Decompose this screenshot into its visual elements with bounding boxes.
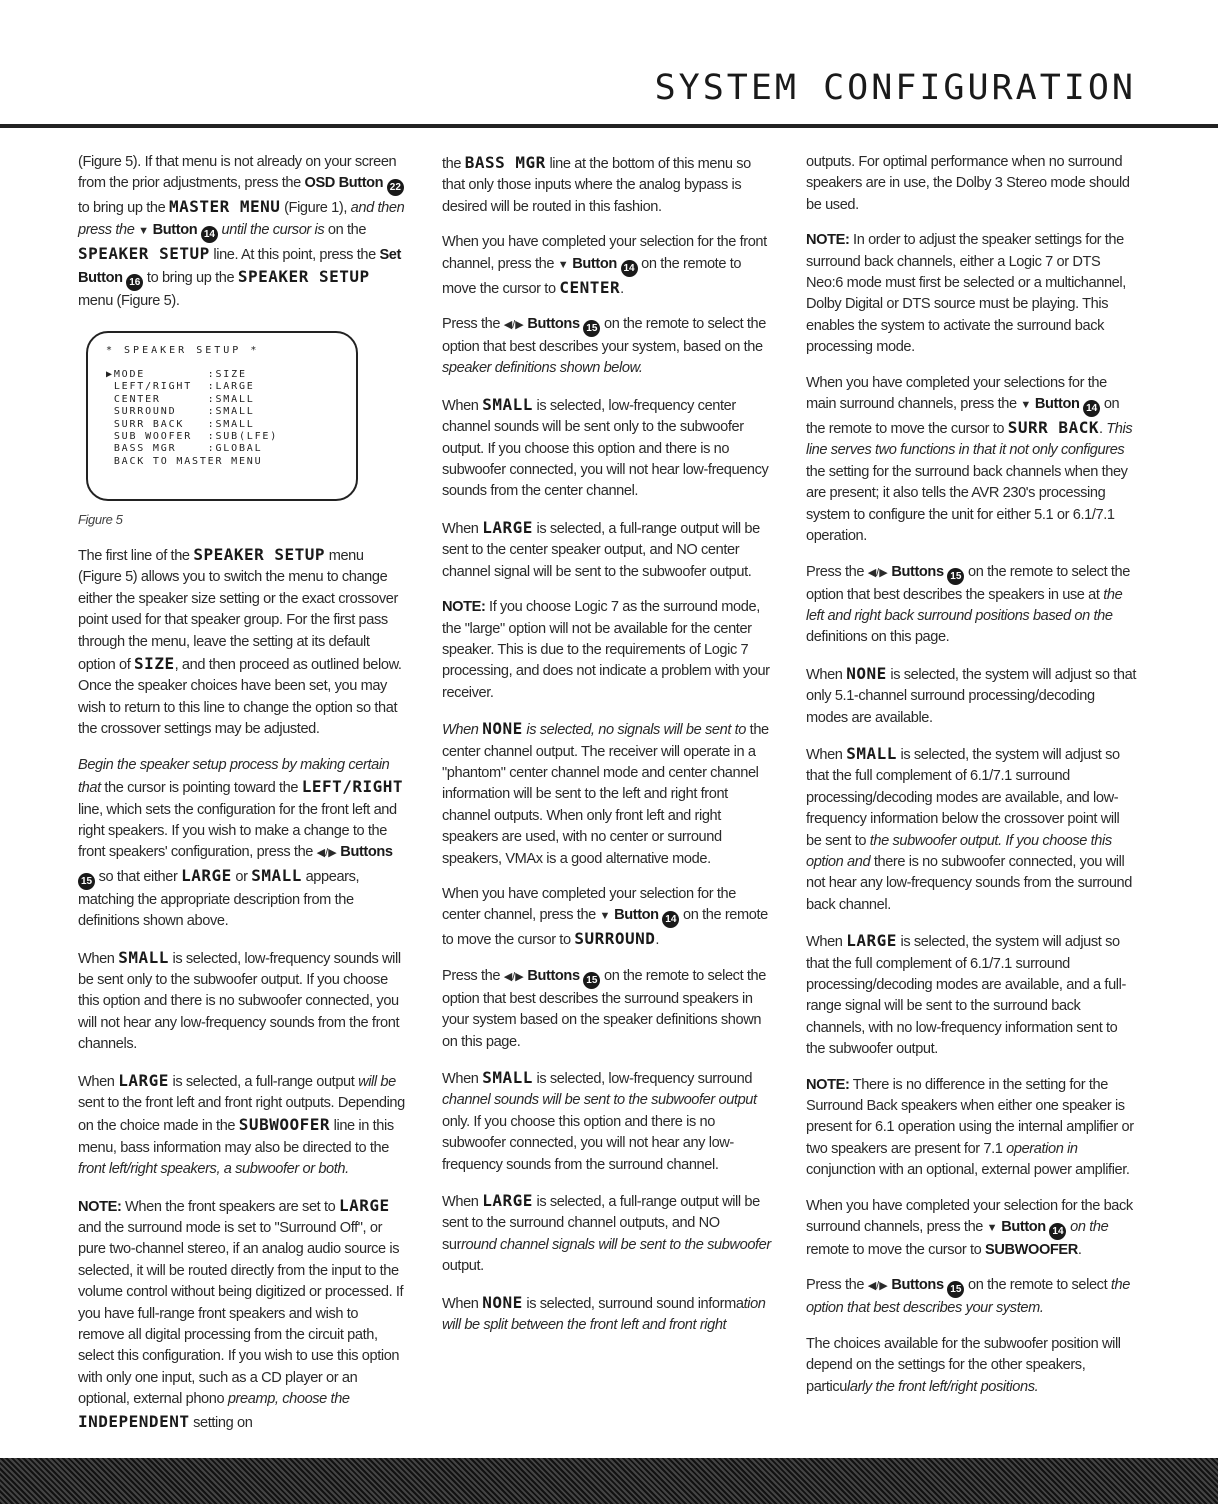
- text: When you have completed your selection for the back surround channels, press the: [806, 1197, 1133, 1236]
- button-name: Buttons: [523, 316, 584, 333]
- text: remote to move the cursor to: [806, 1242, 986, 1259]
- text: definitions on this page.: [806, 629, 950, 646]
- menu-term: SURROUND: [574, 929, 656, 949]
- screen-line: BACK TO MASTER MENU: [106, 455, 263, 467]
- text: Press the: [442, 316, 504, 333]
- down-arrow-icon: ▼: [138, 224, 149, 237]
- paragraph: [806, 230, 1136, 358]
- text: When: [78, 950, 119, 967]
- text: sent to the front left and front right outputs. Depending on the choice made in the: [78, 1094, 405, 1135]
- note-label: NOTE:: [442, 599, 486, 616]
- text: When: [442, 722, 479, 739]
- text: When you have completed your selection for the front channel, press the: [442, 234, 767, 272]
- callout-number-icon: 15: [78, 873, 95, 890]
- text: If you choose Logic 7 as the surround mode, the "large" option will not be available for the center speaker. This is due to the requirements of Logic 7 processing, and does not indicate a problem with your receiver.: [442, 599, 770, 701]
- text: .: [620, 280, 624, 297]
- screen-line: BASS MGR :GLOBAL: [106, 443, 263, 455]
- paragraph: [442, 517, 772, 583]
- paragraph: [442, 152, 772, 218]
- text: When: [442, 520, 483, 537]
- text: line. At this point, press the: [209, 246, 380, 263]
- text: This line serves two functions in that it not only configures: [806, 421, 1133, 459]
- paragraph: [78, 947, 408, 1056]
- column-1: [78, 152, 408, 1448]
- callout-number-icon: 15: [583, 320, 600, 337]
- button-name: Button: [1031, 396, 1084, 413]
- text: will be: [358, 1073, 396, 1090]
- text: is selected, low-frequency surround: [532, 1071, 753, 1087]
- button-name: OSD Button: [304, 175, 384, 192]
- menu-term: SMALL: [482, 1068, 533, 1087]
- text: on the remote to move the cursor to: [806, 396, 1120, 438]
- text: round channel signals will be sent to the subwoofer: [461, 1236, 771, 1253]
- text: .: [655, 932, 660, 949]
- text: is selected, the system will adjust so that only 5.1-channel surround processing/decoding modes are available.: [806, 666, 1136, 726]
- callout-number-icon: 14: [1083, 400, 1100, 417]
- down-arrow-icon: ▼: [557, 258, 569, 271]
- callout-number-icon: 14: [662, 911, 679, 928]
- column-3: [806, 152, 1136, 1412]
- text: on the: [324, 221, 367, 238]
- screen-line: SURR BACK :SMALL: [106, 418, 255, 430]
- callout-number-icon: 15: [583, 972, 600, 989]
- text: larly the front left/right positions.: [847, 1378, 1039, 1395]
- text: setting on: [189, 1414, 253, 1431]
- text: When: [442, 1295, 483, 1312]
- text: When you have completed your selections for the main surround channels, press the: [806, 374, 1107, 413]
- text: (Figure 5). If that menu is not already on your screen from the prior adjustments, press the: [78, 154, 397, 192]
- text: Press the: [442, 967, 504, 984]
- down-arrow-icon: ▼: [986, 1222, 998, 1235]
- header-rule: [0, 124, 1218, 128]
- text: menu (Figure 5).: [78, 293, 180, 310]
- text: or: [231, 868, 252, 885]
- paragraph: [442, 1190, 772, 1278]
- text: is selected, no signals will be sent to: [522, 722, 747, 739]
- text: Press the: [806, 563, 868, 580]
- text: the left and right back surround positions based on the: [806, 586, 1123, 624]
- text: operation in: [1006, 1140, 1078, 1157]
- text: outputs. For optimal performance when no surround speakers are in use, the Dolby 3 Stereo mode should be used.: [806, 154, 1130, 213]
- down-arrow-icon: ▼: [1020, 399, 1032, 412]
- text: the center channel output. The receiver will operate in a "phantom" center channel mode and center channel information will be sent to the left and right front channel outputs. When only front left and right speakers are used, with no center or surround speakers, VMAx is a good alternative mode.: [442, 722, 769, 867]
- down-arrow-icon: ▼: [599, 910, 611, 923]
- paragraph: [806, 373, 1136, 548]
- text: the setting for the surround back channels when they are present; it also tells the AVR 230's processing system to configure the unit for either 5.1 or 6.1/7.1 operation.: [806, 463, 1128, 545]
- text: There is no difference in the setting for the Surround Back speakers when either one speaker is present for 6.1 operation using the internal amplifier or two speakers are present for 7.1: [806, 1076, 1134, 1157]
- text: Press the: [806, 1277, 868, 1294]
- menu-term: LARGE: [482, 1191, 533, 1211]
- osd-screen-figure: [86, 331, 358, 501]
- callout-number-icon: 14: [201, 226, 218, 243]
- text: line in this menu, bass information may also be directed to the: [78, 1118, 394, 1156]
- menu-term: SUBWOOFER: [985, 1242, 1078, 1259]
- text: Begin the speaker setup process by making certain that: [78, 756, 390, 797]
- text: When: [442, 1194, 483, 1211]
- screen-line: SUB WOOFER :SUB(LFE): [106, 431, 279, 443]
- text: on the remote to select: [964, 1277, 1111, 1294]
- button-name: Buttons: [887, 1277, 948, 1294]
- text: is selected, low-frequency center channel sounds will be sent only to the subwoofer output. If you choose this option and there is no subwoofer connected, you will not hear low-frequency sounds from the center channel.: [442, 397, 769, 500]
- text: there is no subwoofer connected, you will not hear any low-frequency sounds from the surround back channel.: [806, 853, 1132, 913]
- button-name: Buttons: [523, 967, 584, 984]
- text: is selected, a full-range output: [168, 1073, 359, 1090]
- menu-term: SUBWOOFER: [238, 1115, 330, 1135]
- left-right-arrow-icon: ◀/▶: [867, 566, 888, 579]
- menu-term: BASS MGR: [464, 153, 546, 172]
- paragraph: [442, 884, 772, 952]
- text: .: [1077, 1242, 1082, 1259]
- callout-number-icon: 16: [126, 274, 143, 291]
- text: on the remote to select the option that best describes the speakers in use at: [806, 563, 1130, 603]
- menu-term: SIZE: [134, 654, 175, 674]
- menu-term: SMALL: [251, 865, 302, 885]
- menu-term: LARGE: [482, 517, 533, 537]
- text: The first line of the: [78, 548, 194, 565]
- left-right-arrow-icon: ◀/▶: [503, 970, 524, 983]
- paragraph: [442, 394, 772, 503]
- text: When: [806, 934, 847, 951]
- text: on the remote to move the cursor to: [442, 907, 768, 949]
- column-2: [442, 152, 772, 1350]
- page-title: SYSTEM CONFIGURATION: [654, 68, 1136, 108]
- paragraph: [78, 755, 408, 933]
- callout-number-icon: 15: [947, 568, 964, 585]
- text: until the cursor is: [217, 221, 325, 238]
- paragraph: [806, 663, 1136, 729]
- paragraph: [442, 597, 772, 704]
- menu-term: SPEAKER SETUP: [78, 243, 210, 263]
- menu-term: LARGE: [118, 1070, 169, 1090]
- paragraph: [806, 930, 1136, 1060]
- text: the subwoofer output. If you choose this option and: [806, 832, 1112, 870]
- button-name: Button: [568, 255, 621, 272]
- text: on the remote to select the option that best describes the surround speakers in your system based on the speaker definitions shown on this page.: [442, 967, 766, 1050]
- menu-term: SMALL: [846, 743, 897, 763]
- note-label: NOTE:: [806, 232, 850, 249]
- text: to bring up the: [143, 270, 238, 287]
- menu-term: CENTER: [559, 277, 621, 297]
- text: only. If you choose this option and there is no subwoofer connected, you will not hear any low-frequency sounds from the surround channel.: [442, 1113, 734, 1173]
- text: preamp, choose the: [227, 1391, 350, 1408]
- callout-number-icon: 14: [621, 260, 638, 277]
- text: line at the bottom of this menu so that only those inputs where the analog bypass is desired will be routed in this fashion.: [442, 156, 751, 215]
- text: the option that best describes your system.: [806, 1277, 1130, 1317]
- screen-line: LEFT/RIGHT :LARGE: [106, 381, 255, 393]
- text: When: [442, 1071, 483, 1087]
- left-right-arrow-icon: ◀/▶: [503, 319, 524, 332]
- text: appears, matching the appropriate description from the definitions shown above.: [78, 868, 360, 930]
- text: (Figure 1),: [280, 200, 351, 217]
- menu-term: NONE: [482, 719, 523, 739]
- text: speaker definitions shown below.: [442, 360, 643, 377]
- text: .: [1098, 421, 1107, 438]
- menu-term: SURR BACK: [1007, 418, 1099, 438]
- paragraph: [806, 1196, 1136, 1262]
- screen-line: SURROUND :SMALL: [106, 406, 255, 418]
- button-name: Button: [610, 907, 663, 924]
- text: and then press the: [78, 200, 405, 238]
- text: When: [806, 666, 847, 683]
- menu-term: LARGE: [181, 865, 232, 885]
- text: output.: [442, 1258, 484, 1275]
- paragraph: [78, 1070, 408, 1181]
- text: front left/right speakers, a subwoofer or both.: [78, 1161, 349, 1178]
- callout-number-icon: 22: [387, 179, 404, 196]
- screen-line: CENTER :SMALL: [106, 393, 255, 405]
- text: line, which sets the configuration for the front left and right speakers. If you wish to make a change to the front speakers' configuration, press the: [78, 801, 397, 861]
- button-name: Button: [997, 1219, 1050, 1236]
- paragraph: [442, 966, 772, 1053]
- menu-term: SMALL: [118, 947, 169, 967]
- text: the: [442, 156, 465, 172]
- left-right-arrow-icon: ◀/▶: [316, 847, 337, 860]
- button-name: Buttons: [336, 844, 393, 861]
- text: is selected, surround sound informa: [522, 1295, 744, 1312]
- paragraph: [806, 1334, 1136, 1398]
- paragraph: [442, 718, 772, 870]
- text: is selected, a full-range output will be sent to the surround channel outputs, and NO sur: [442, 1194, 760, 1253]
- text: The choices available for the subwoofer position will depend on the settings for the other speakers, particu: [806, 1335, 1121, 1395]
- text: is selected, the system will adjust so that the full complement of 6.1/7.1 surround processing/decoding modes are available, and low-frequency information below the crossover point will be sent to: [806, 746, 1120, 849]
- note-label: NOTE:: [806, 1076, 850, 1093]
- text: so that either: [95, 868, 182, 885]
- text: When: [442, 397, 483, 414]
- menu-term: NONE: [846, 663, 887, 683]
- text: channel sounds will be sent to the subwoofer output: [442, 1092, 757, 1109]
- left-right-arrow-icon: ◀/▶: [867, 1280, 888, 1293]
- paragraph: [78, 544, 408, 741]
- text: to bring up the: [78, 200, 169, 217]
- menu-term: NONE: [482, 1292, 523, 1312]
- text: When: [806, 746, 847, 763]
- menu-term: SMALL: [482, 394, 533, 414]
- paragraph: [442, 314, 772, 380]
- paragraph: [806, 562, 1136, 649]
- text: When you have completed your selection for the center channel, press the: [442, 885, 736, 924]
- paragraph: [806, 1275, 1136, 1319]
- text: menu (Figure 5) allows you to switch the menu to change either the speaker size setting or the exact crossover point used for that speaker group. For the first pass through the menu, leave the setting at its default option of: [78, 548, 398, 674]
- text: is selected, a full-range output will be sent to the center speaker output, and NO center channel signal will be sent to the subwoofer output.: [442, 520, 760, 580]
- text: When: [78, 1073, 119, 1090]
- menu-term: LARGE: [846, 931, 897, 951]
- menu-term: MASTER MENU: [168, 197, 281, 217]
- menu-term: SPEAKER SETUP: [237, 267, 370, 287]
- paragraph: [806, 1075, 1136, 1182]
- paragraph: [442, 1292, 772, 1337]
- callout-number-icon: 15: [947, 1281, 964, 1298]
- text: on the: [1066, 1219, 1109, 1236]
- text: on the remote to select the option that best describes your system, based on the: [442, 316, 766, 356]
- paragraph: [806, 743, 1136, 916]
- screen-line: * SPEAKER SETUP *: [106, 344, 260, 356]
- paragraph: [442, 232, 772, 300]
- paragraph: [442, 1067, 772, 1176]
- text: is selected, low-frequency sounds will be sent only to the subwoofer output. If you choose this option and there is no subwoofer connected, you will not hear any low-frequency sounds from the front channels.: [78, 950, 401, 1053]
- text: In order to adjust the speaker settings for the surround back channels, either a Logic 7 or DTS Neo:6 mode must first be selected or a multichannel, Dolby Digital or DTS source must be playing. This enables the system to activate the surround back processing mode.: [806, 232, 1126, 356]
- paragraph: [806, 152, 1136, 216]
- text: is selected, the system will adjust so that the full complement of 6.1/7.1 surround processing/decoding modes are available, and a full-range signal will be sent to the surround back channels, with no low-frequency information sent to the subwoofer output.: [806, 934, 1126, 1058]
- text: and the surround mode is set to "Surround Off", or pure two-channel stereo, if an analog audio source is selected, it will be routed directly from the input to the volume control without being digitized or processed. If you have full-range front speakers and wish to remove all digital processing from the circuit path, select this configuration. If you wish to use this option with only one input, such as a CD player or an optional, external phono: [78, 1220, 404, 1408]
- text: When the front speakers are set to: [121, 1198, 340, 1215]
- text: , and then proceed as outlined below. Once the speaker choices have been set, you may wish to return to this line to change the option so that the crossover settings may be adjusted.: [78, 657, 402, 738]
- text: conjunction with an optional, external power amplifier.: [806, 1162, 1130, 1179]
- button-name: Button: [148, 221, 201, 238]
- menu-term: LARGE: [339, 1195, 390, 1215]
- button-name: Set Button: [78, 246, 401, 287]
- paragraph: [78, 1195, 408, 1434]
- figure-caption: Figure 5: [78, 511, 123, 527]
- text: tion will be split between the front left and front right: [442, 1295, 766, 1334]
- text: on the remote to move the cursor to: [442, 255, 742, 297]
- note-label: NOTE:: [78, 1198, 122, 1215]
- menu-term: SPEAKER SETUP: [193, 545, 326, 565]
- text: the cursor is pointing toward the: [100, 780, 302, 797]
- screen-line: ▶MODE :SIZE: [106, 369, 247, 381]
- paragraph: [78, 152, 408, 313]
- footer-bar: [0, 1458, 1218, 1504]
- button-name: Buttons: [887, 563, 948, 580]
- menu-term: LEFT/RIGHT: [301, 777, 404, 797]
- callout-number-icon: 14: [1049, 1223, 1066, 1240]
- menu-term: INDEPENDENT: [78, 1411, 190, 1431]
